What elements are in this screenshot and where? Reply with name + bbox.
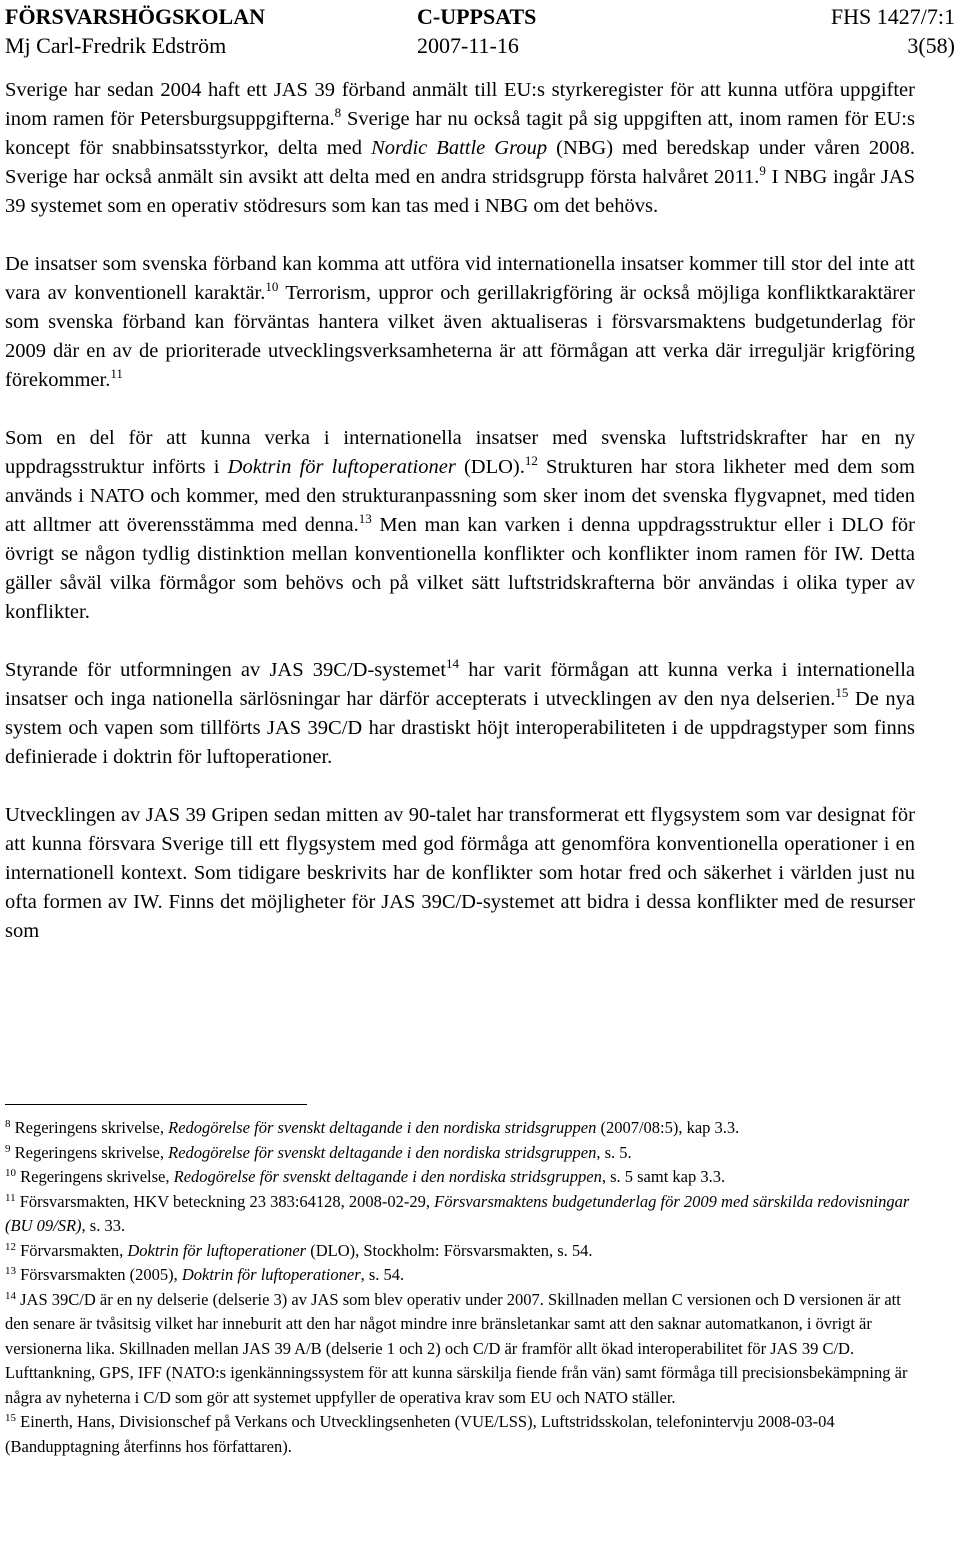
footnote: $^{15}$ Einerth, Hans, Divisionschef på Verkans och Utvecklingsenheten (VUE/LSS), Luftstridsskolan, telefonintervju 2008-03-04 (Bandupptagning återfinns hos författaren). — [5, 1412, 835, 1456]
paragraph: De insatser som svenska förband kan komma att utföra vid internationella insatser kommer till stor del inte att vara av konventionell karaktär.$^{10}$ Terrorism, uppror och gerillakrigföring är också möjliga konfliktkaraktärer som svenska förband kan förväntas hantera vilket även aktualiseras i försvarsmaktens budgetunderlag för 2009 där en av de prioriterade utvecklingsverksamheterna är att förmågan att verka där irreguljär krigföring förekommer.$^{11}$ — [5, 253, 915, 391]
footnote: $^{12}$ Förvarsmakten, Doktrin för luftoperationer (DLO), Stockholm: Försvarsmakten, s. 54. — [5, 1240, 593, 1260]
footnote-ref[interactable]: 14 — [446, 656, 460, 671]
paragraph: Styrande för utformningen av JAS 39C/D-systemet$^{14}$ har varit förmågan att kunna verka i internationella insatser och inga nationella särlösningar har därför accepterats i utvecklingen av den nya delserien.$^{15}$ De nya system och vapen som tillförts JAS 39C/D har drastiskt höjt interoperabiliteten i de uppdragstyper som finns definierade i doktrin för luftoperationer. — [5, 656, 915, 768]
footnote-ref[interactable]: 12 — [524, 453, 538, 468]
footnote-ref[interactable]: 8 — [334, 105, 342, 120]
footnote: $^{13}$ Försvarsmakten (2005), Doktrin för luftoperationer, s. 54. — [5, 1265, 405, 1284]
header-school: FÖRSVARSHÖGSKOLAN — [5, 4, 265, 29]
footnote: $^{10}$ Regeringens skrivelse, Redogörelse för svenskt deltagande i den nordiska stridsgruppen, s. 5 samt kap 3.3. — [5, 1167, 726, 1186]
footnote-ref[interactable]: 11 — [110, 366, 123, 381]
body-text — [5, 76, 915, 975]
paragraph: Sverige har sedan 2004 haft ett JAS 39 förband anmält till EU:s styrkeregister för att kunna utföra uppgifter inom ramen för Petersburgsuppgifterna.$^8$ Sverige har nu också tagit på sig uppgiften att, inom ramen för EU:s koncept för snabbinsatsstyrkor, delta med Nordic Battle Group (NBG) med beredskap under våren 2008. Sverige har också anmält sin avsikt att delta med en andra stridsgrupp första halvåret 2011.$^9$ I NBG ingår JAS 39 systemet som en operativ stödresurs som kan tas med i NBG om det behövs. — [5, 79, 916, 217]
footnote-ref[interactable]: 15 — [835, 685, 849, 700]
footnote: $^8$ Regeringens skrivelse, Redogörelse för svenskt deltagande i den nordiska stridsgruppen (2007/08:5), kap 3.3. — [5, 1118, 740, 1137]
paragraph: Utvecklingen av JAS 39 Gripen sedan mitten av 90-talet har transformerat ett flygsystem som var designat för att kunna försvara Sverige till ett flygsystem med god förmåga att genomföra konventionella operationer i en internationell kontext. Som tidigare beskrivits har de konflikter som hotar fred och säkerhet i världen just nu ofta formen av IW. Finns det möjligheter för JAS 39C/D-systemet att bidra i dessa konflikter med de resurser som — [5, 804, 915, 942]
footnote: $^{11}$ Försvarsmakten, HKV beteckning 23 383:64128, 2008-02-29, Försvarsmaktens budgetunderlag för 2009 med särskilda redovisningar (BU 09/SR), s. 33. — [5, 1191, 910, 1235]
paragraph: Som en del för att kunna verka i internationella insatser med svenska luftstridskrafter har en ny uppdragsstruktur införts i Doktrin för luftoperationer (DLO).$^{12}$ Strukturen har stora likheter med dem som används i NATO och kommer, med den strukturanpassning som sker inom det svenska flygvapnet, med tiden att alltmer att överensstämma med denna.$^{13}$ Men man kan varken i denna uppdragsstruktur eller i DLO för övrigt se någon tydlig distinktion mellan konventionella konflikter och konflikter inom ramen för IW. Detta gäller såväl vilka förmågor som behövs och på vilket sätt luftstridskrafterna bör användas i olika typer av konflikter. — [5, 427, 915, 623]
footnote: $^{14}$ JAS 39C/D är en ny delserie (delserie 3) av JAS som blev operativ under 2007. Skillnaden mellan C versionen och D versionen är att den senare är tvåsitsig vilket har inneburit att den har något mindre inre bränsletankar samt att den saknar automatkanon, i övrigt är versionerna lika. Skillnaden mellan JAS 39 A/B (delserie 1 och 2) och C/D är framför allt ökad interoperabilitet för JAS 39 C/D. Lufttankning, GPS, IFF (NATO:s igenkänningssystem för att kunna särskilja fiende från vän) samt förmåga till precisionsbekämpning är några av nyheterna i C/D som gör att systemet uppfyller de operativa krav som EU och NATO ställer. — [5, 1289, 908, 1407]
header-doc-type: C-UPPSATS — [417, 4, 537, 29]
page-header-row-1 — [5, 4, 955, 30]
header-date: 2007-11-16 — [417, 33, 519, 58]
footnote-ref[interactable]: 9 — [759, 163, 766, 178]
header-author: Mj Carl-Fredrik Edström — [5, 33, 227, 58]
footnote-ref[interactable]: 10 — [265, 279, 279, 294]
header-reference: FHS 1427/7:1 — [830, 4, 955, 29]
header-page-number: 3(58) — [907, 33, 955, 58]
footnote-ref[interactable]: 13 — [358, 511, 372, 526]
footnotes — [5, 1116, 917, 1459]
page-header-row-2 — [5, 33, 955, 59]
footnote-separator — [5, 1104, 307, 1105]
footnote: $^9$ Regeringens skrivelse, Redogörelse för svenskt deltagande i den nordiska stridsgruppen, s. 5. — [5, 1142, 632, 1162]
